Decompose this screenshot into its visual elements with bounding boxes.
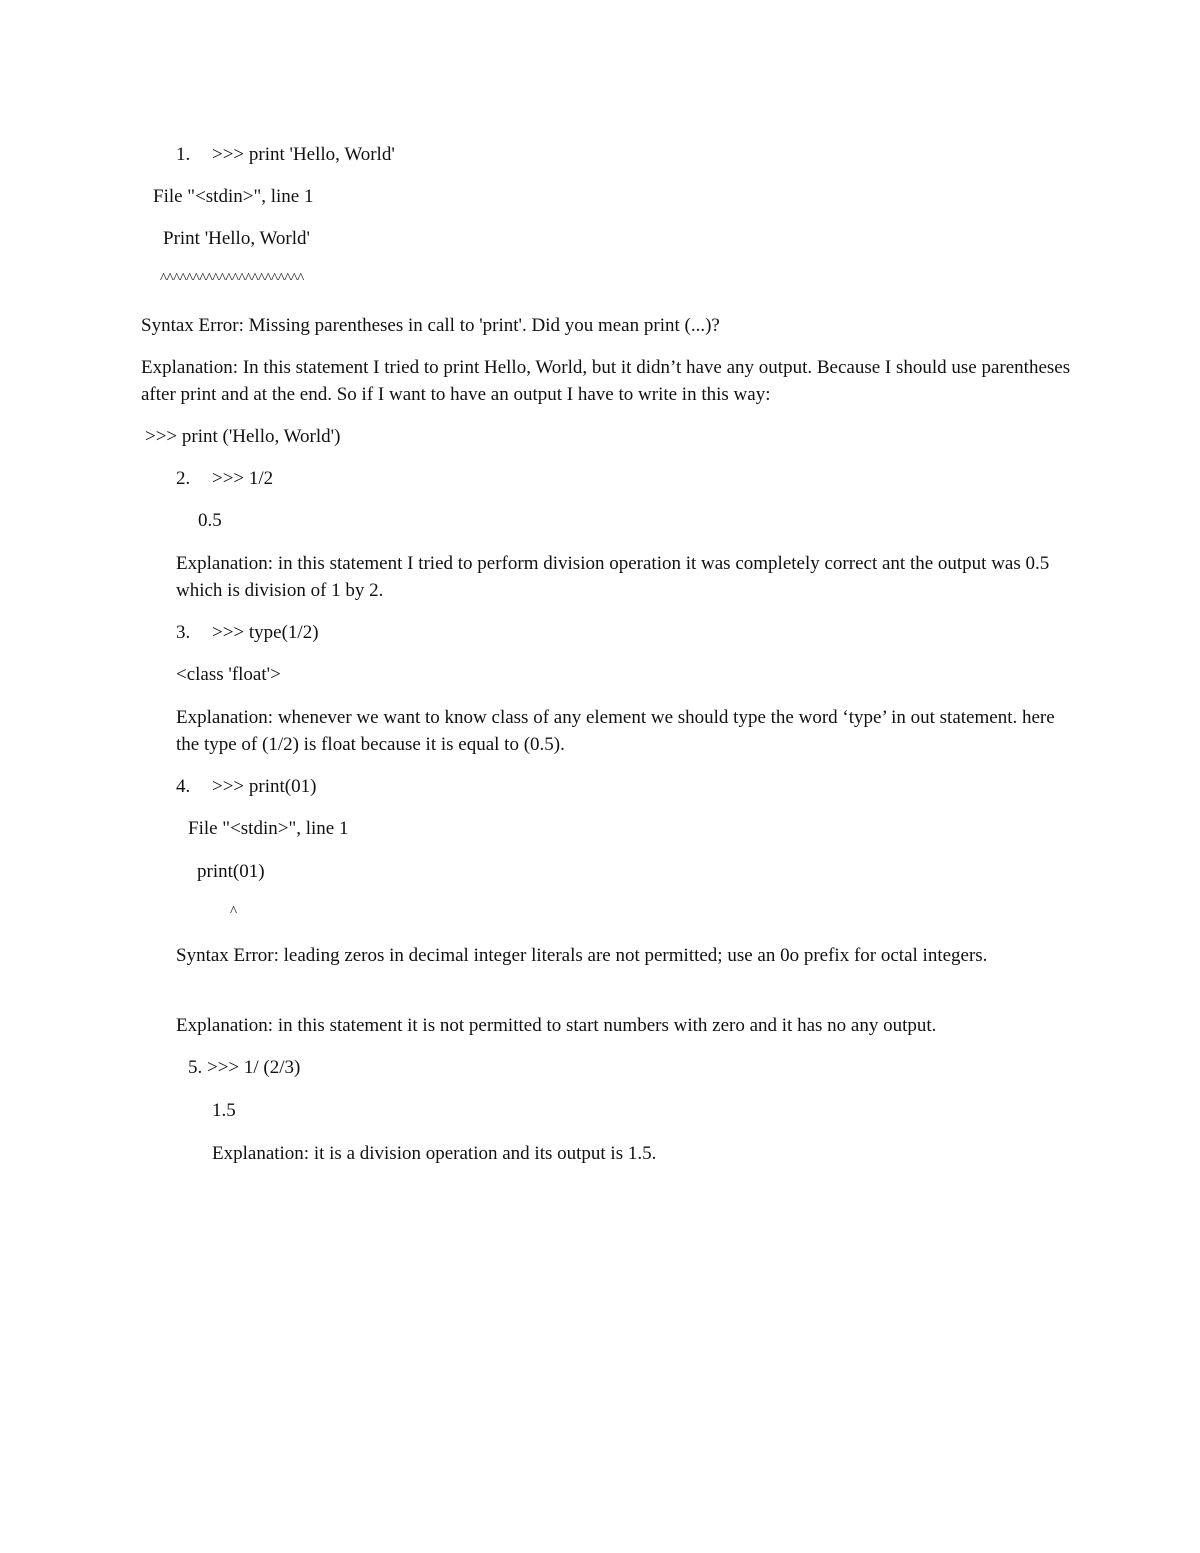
item-2-output: 0.5 (198, 510, 222, 531)
item-1-error: Syntax Error: Missing parentheses in call to 'print'. Did you mean print (...)? (141, 315, 720, 336)
item-4-caret: ^ (230, 904, 238, 920)
item-4-explanation: Explanation: in this statement it is not permitted to start numbers with zero and it has no any output. (176, 1015, 937, 1036)
item-3-command-line (176, 619, 319, 646)
item-3-output: <class 'float'> (176, 664, 281, 685)
item-1-traceback-code: Print 'Hello, World' (163, 228, 310, 249)
item-3-number: 3. (176, 622, 191, 643)
item-3-explanation: Explanation: whenever we want to know class of any element we should type the word ‘type’ in out statement. here the type of (1/2) is float because it is equal to (0.5). (176, 707, 1055, 755)
item-4-command: >>> print(01) (212, 776, 317, 797)
item-1-explanation: Explanation: In this statement I tried to print Hello, World, but it didn’t have any output. Because I should use parentheses after print and at the end. So if I want to have an output I have to write in this way: (141, 357, 1071, 405)
item-1-number: 1. (176, 144, 191, 165)
item-1-command: >>> print 'Hello, World' (212, 144, 395, 165)
item-1-corrected-command: >>> print ('Hello, World') (145, 426, 341, 447)
item-2-command-line (176, 465, 273, 492)
item-2-number: 2. (176, 468, 191, 489)
item-5-output: 1.5 (212, 1100, 236, 1121)
item-3-command: >>> type(1/2) (212, 622, 319, 643)
item-4-number: 4. (176, 776, 191, 797)
item-5-explanation: Explanation: it is a division operation and its output is 1.5. (212, 1143, 657, 1164)
item-2-explanation: Explanation: in this statement I tried to perform division operation it was completely correct ant the output was 0.5 which is division of 1 by 2. (176, 553, 1050, 601)
item-4-traceback-code: print(01) (197, 861, 265, 882)
item-5-command: >>> 1/ (2/3) (207, 1057, 301, 1078)
item-5-number: 5. (188, 1057, 203, 1078)
item-4-traceback-file: File "<stdin>", line 1 (188, 818, 349, 839)
item-4-command-line (176, 773, 316, 800)
item-1-command-line (176, 141, 395, 168)
item-1-caret: ^^^^^^^^^^^^^^^^^^^^^^ (160, 271, 304, 287)
item-5-command-line (188, 1054, 300, 1081)
item-2-command: >>> 1/2 (212, 468, 274, 489)
item-4-error: Syntax Error: leading zeros in decimal integer literals are not permitted; use an 0o prefix for octal integers. (176, 945, 988, 966)
item-1-traceback-file: File "<stdin>", line 1 (153, 186, 314, 207)
